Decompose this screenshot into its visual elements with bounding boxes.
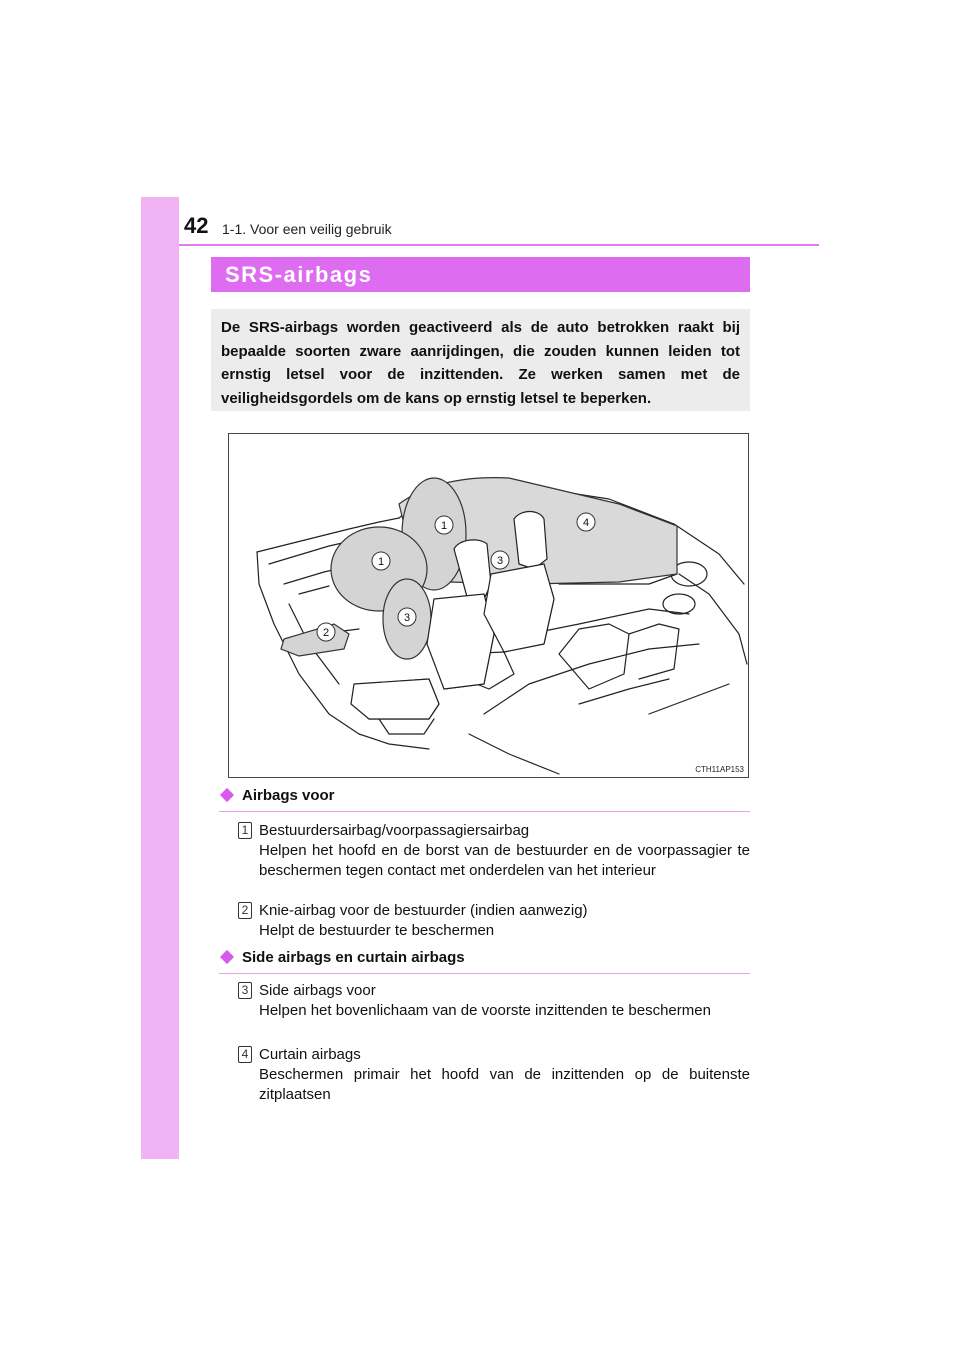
diamond-bullet-icon xyxy=(220,950,234,964)
item-description: Beschermen primair het hoofd van de inzittenden op de buitenste zitplaatsen xyxy=(259,1066,750,1103)
sub-heading-front-airbags xyxy=(219,787,750,812)
figure-code: CTH11AP153 xyxy=(695,765,744,774)
svg-text:1: 1 xyxy=(440,520,448,532)
item-title: Curtain airbags xyxy=(259,1046,361,1063)
chapter-title: 1-1. Voor een veilig gebruik xyxy=(222,221,392,237)
svg-text:3: 3 xyxy=(496,555,504,567)
diamond-bullet-icon xyxy=(220,788,234,802)
callout-1-passenger xyxy=(435,516,453,534)
callout-3-driver-side xyxy=(398,608,416,626)
svg-text:4: 4 xyxy=(582,517,590,529)
page-number: 42 xyxy=(184,213,209,238)
svg-text:1: 1 xyxy=(377,556,385,568)
callout-2-knee xyxy=(317,623,335,641)
callout-4-curtain xyxy=(577,513,595,531)
item-description: Helpen het bovenlichaam van de voorste inzittenden te beschermen xyxy=(259,1002,711,1019)
svg-text:2: 2 xyxy=(322,627,330,639)
sub-heading-text: Side airbags en curtain airbags xyxy=(242,949,465,966)
item-description: Helpen het hoofd en de borst van de bestuurder en de voorpassagier te beschermen tegen contact met onderdelen van het interieur xyxy=(259,842,750,879)
intro-text: De SRS-airbags worden geactiveerd als de auto betrokken raakt bij bepaalde soorten zware aanrijdingen, die zouden kunnen leiden tot ernstig letsel voor de inzittenden. Ze werken samen met de veiligheidsgordels om de kans op ernstig letsel te beperken. xyxy=(221,319,740,407)
chapter-side-band xyxy=(141,197,179,1159)
item-number-badge: 2 xyxy=(238,902,252,919)
svg-text:3: 3 xyxy=(403,612,411,624)
item-title: Knie-airbag voor de bestuurder (indien aanwezig) xyxy=(259,902,588,919)
item-number-badge: 3 xyxy=(238,982,252,999)
intro-box xyxy=(211,309,750,411)
item-number-badge: 4 xyxy=(238,1046,252,1063)
sub-heading-text: Airbags voor xyxy=(242,787,335,804)
airbag-illustration xyxy=(228,433,749,778)
car-interior-drawing xyxy=(229,434,748,777)
item-title: Bestuurdersairbag/voorpassagiersairbag xyxy=(259,822,530,839)
sub-heading-side-curtain-airbags xyxy=(219,949,750,974)
item-title: Side airbags voor xyxy=(259,982,376,999)
callout-1-driver xyxy=(372,552,390,570)
section-title: SRS-airbags xyxy=(225,262,373,287)
item-number-badge: 1 xyxy=(238,822,252,839)
callout-3-passenger-side xyxy=(491,551,509,569)
knee-airbag-shape xyxy=(281,624,349,656)
header-rule xyxy=(179,244,819,246)
item-description: Helpt de bestuurder te beschermen xyxy=(259,922,495,939)
section-title-bar xyxy=(211,257,750,292)
